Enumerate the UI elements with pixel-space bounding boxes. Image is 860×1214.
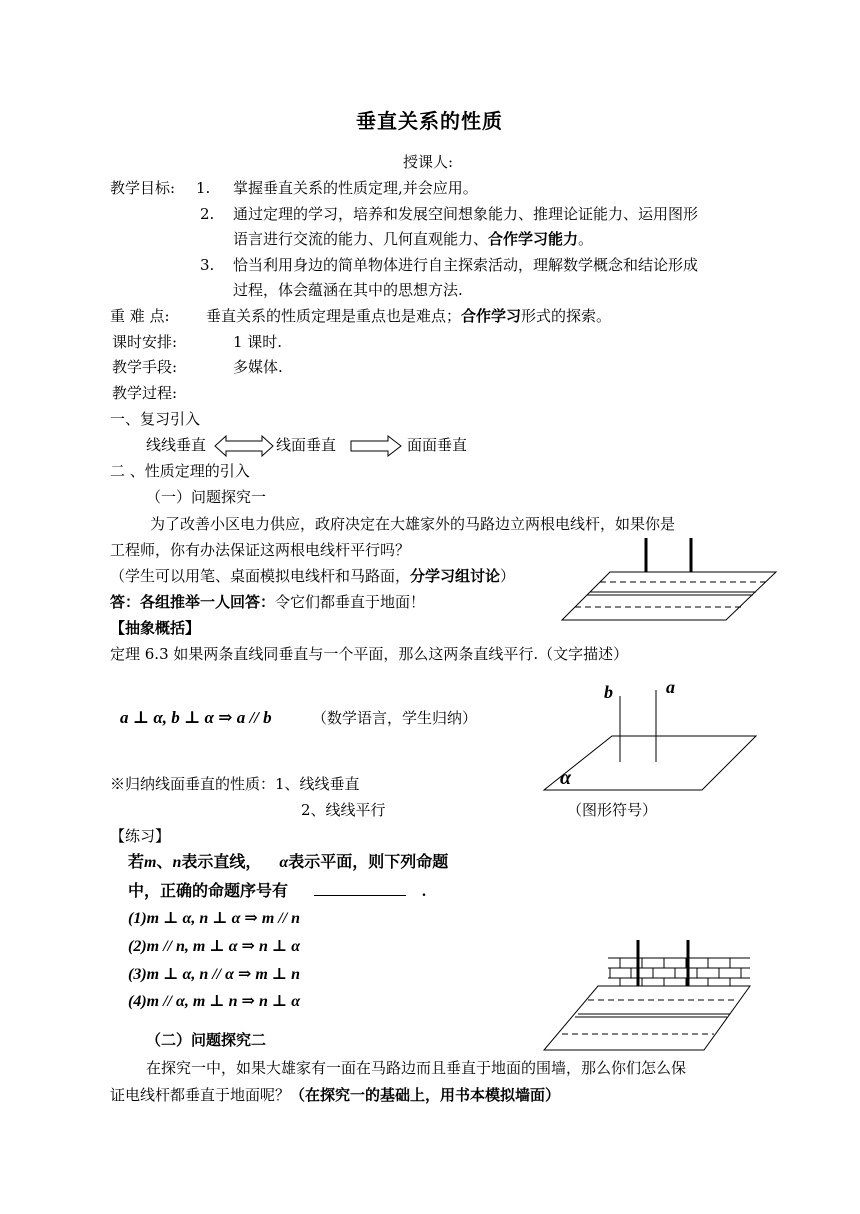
chain-item-3: 面面垂直	[407, 436, 468, 454]
chain-item-1: 线线垂直	[146, 436, 207, 454]
label-alpha: α	[560, 767, 572, 789]
answer-line: 答：各组推举一人回答：令它们都垂直于地面！	[110, 593, 426, 611]
schedule-label: 课时安排:	[112, 333, 178, 351]
practice-item-2: (2)m // n, m ⊥ α ⇒ n ⊥ α	[128, 938, 301, 955]
objective-1-text: 掌握垂直关系的性质定理,并会应用。	[233, 179, 478, 197]
chain-item-2: 线面垂直	[276, 436, 337, 454]
difficulty-text: 垂直关系的性质定理是重点也是难点；合作学习形式的探索。	[206, 307, 612, 325]
practice-item-3: (3)m ⊥ α, n // α ⇒ m ⊥ n	[128, 966, 301, 983]
subsection-1: （一）问题探究一	[146, 488, 267, 506]
wall-poles-figure	[540, 938, 764, 1054]
objective-num-3: 3.	[200, 256, 215, 274]
objective-2-line2: 语言进行交流的能力、几何直观能力、合作学习能力。	[233, 230, 594, 248]
para2-line2: 证电线杆都垂直于地面呢？（在探究一的基础上，用书本模拟墙面）	[110, 1086, 561, 1104]
abstract-heading: 【抽象概括】	[110, 619, 201, 637]
poles-road-figure	[560, 536, 780, 626]
objective-3-line1: 恰当利用身边的简单物体进行自主探索活动，理解数学概念和结论形成	[233, 256, 699, 274]
objective-3-line2: 过程，体会蕴涵在其中的思想方法.	[233, 281, 463, 299]
perpendicular-lines-figure	[540, 676, 760, 798]
double-arrow-icon	[214, 434, 274, 458]
objectives-label: 教学目标:	[110, 179, 176, 197]
means-value: 多媒体.	[233, 358, 283, 376]
subsection-2: （二）问题探究二	[146, 1031, 267, 1049]
page-title: 垂直关系的性质	[356, 109, 503, 133]
summary-line1: ※归纳线面垂直的性质：1、线线垂直	[110, 775, 360, 793]
difficulty-label: 重 难 点:	[110, 307, 170, 325]
para1-line1: 为了改善小区电力供应，政府决定在大雄家外的马路边立两根电线杆，如果你是	[150, 515, 676, 533]
theorem-text: 定理 6.3 如果两条直线同垂直与一个平面，那么这两条直线平行.（文字描述）	[110, 645, 629, 663]
section1-heading: 一、复习引入	[110, 410, 201, 428]
figure-caption: （图形符号）	[567, 801, 658, 819]
section2-heading: 二 、性质定理的引入	[110, 462, 250, 480]
practice-item-1: (1)m ⊥ α, n ⊥ α ⇒ m // n	[128, 910, 301, 927]
practice-heading: 【练习】	[110, 827, 171, 845]
objective-2-line1: 通过定理的学习，培养和发展空间想象能力、推理论证能力、运用图形	[233, 205, 699, 223]
schedule-value: 1 课时.	[233, 333, 283, 351]
practice-question-line2: 中，正确的命题序号有 .	[128, 883, 427, 900]
formula-note: （数学语言，学生归纳）	[312, 709, 478, 727]
label-b: b	[604, 682, 613, 702]
para1-line2: 工程师，你有办法保证这两根电线杆平行吗？	[110, 541, 411, 559]
teacher-label: 授课人:	[403, 153, 454, 171]
means-label: 教学手段:	[112, 358, 178, 376]
process-label: 教学过程:	[112, 384, 178, 402]
answer-blank[interactable]	[314, 881, 406, 896]
right-arrow-icon	[350, 434, 402, 458]
student-note: （学生可以用笔、桌面模拟电线杆和马路面，分学习组讨论）	[110, 567, 516, 585]
practice-item-4: (4)m // α, m ⊥ n ⇒ n ⊥ α	[128, 993, 301, 1010]
objective-num-2: 2.	[200, 205, 215, 223]
objective-num-1: 1.	[196, 179, 211, 197]
practice-question-line1: 若m、n表示直线， α表示平面，则下列命题	[128, 854, 449, 871]
theorem-formula: a ⊥ α, b ⊥ α ⇒ a // b	[120, 708, 272, 727]
summary-line2: 2、线线平行	[301, 801, 386, 819]
label-a: a	[666, 677, 675, 697]
para2-line1: 在探究一中，如果大雄家有一面在马路边而且垂直于地面的围墙，那么你们怎么保	[146, 1059, 687, 1077]
